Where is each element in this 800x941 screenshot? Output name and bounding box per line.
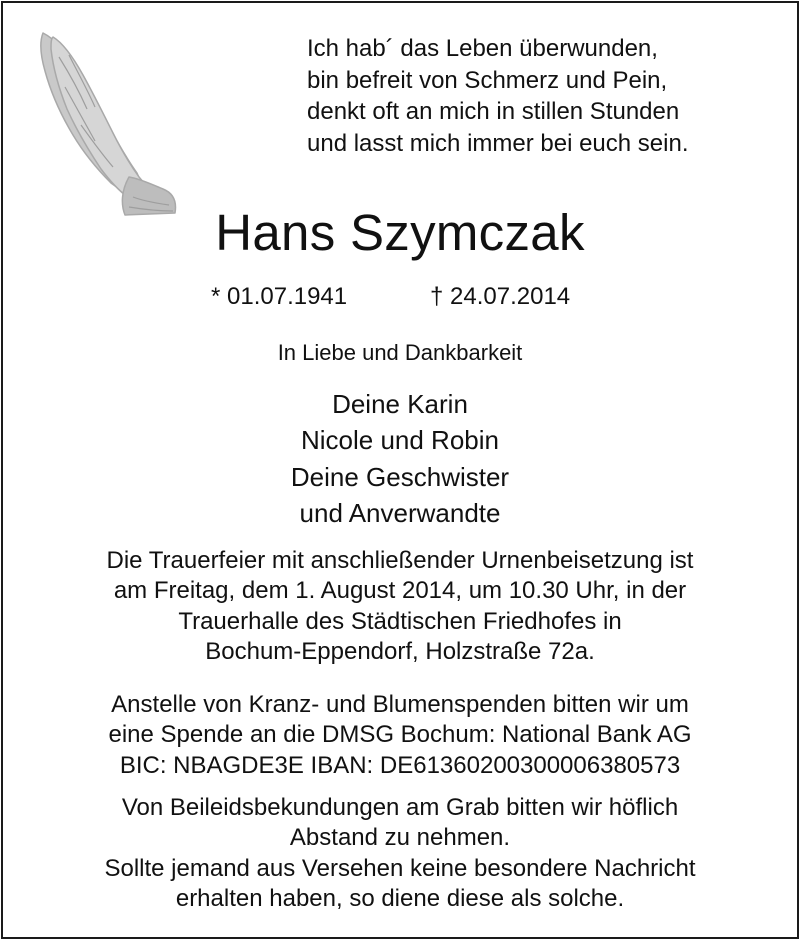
ceremony-line: Die Trauerfeier mit anschließender Urnenbeisetzung ist xyxy=(106,547,694,574)
ceremony-line: am Freitag, dem 1. August 2014, um 10.30 Uhr, in der xyxy=(113,577,687,605)
donation-line: BIC: NBAGDE3E IBAN: DE61360200300006380573 xyxy=(119,751,681,779)
mourners xyxy=(3,386,797,531)
poem-line: und lasst mich immer bei euch sein. xyxy=(307,129,689,157)
donation-info xyxy=(3,690,797,781)
ceremony-line: Trauerhalle des Städtischen Friedhofes in xyxy=(178,607,622,635)
poem xyxy=(307,33,689,159)
ceremony-line: Bochum-Eppendorf, Holzstraße 72a. xyxy=(205,637,595,665)
condolence-line: Abstand zu nehmen. xyxy=(289,824,511,852)
donation-line: Anstelle von Kranz- und Blumenspenden bitten wir um xyxy=(111,691,689,718)
poem-line: Ich hab´ das Leben überwunden, xyxy=(307,35,658,62)
condolence-line: Von Beileidsbekundungen am Grab bitten wir höflich xyxy=(121,794,679,821)
condolence-line: erhalten haben, so diene diese als solche. xyxy=(175,884,625,912)
mourner-line: und Anverwandte xyxy=(299,497,501,528)
dedication: In Liebe und Dankbarkeit xyxy=(277,340,523,365)
condolence-info xyxy=(3,793,797,914)
donation-line: eine Spende an die DMSG Bochum: National Bank AG xyxy=(108,721,692,749)
deceased-name: Hans Szymczak xyxy=(215,204,585,261)
mourner-line: Deine Geschwister xyxy=(290,461,510,492)
mourner-line: Nicole und Robin xyxy=(300,425,499,456)
poem-line: bin befreit von Schmerz und Pein, xyxy=(307,66,668,94)
birth-date: * 01.07.1941 xyxy=(211,283,348,310)
death-date: † 24.07.2014 xyxy=(430,283,571,310)
obituary-notice xyxy=(1,1,799,939)
praying-hands-icon xyxy=(29,27,179,217)
mourner-line: Deine Karin xyxy=(332,389,468,419)
ceremony-info xyxy=(3,546,797,667)
condolence-line: Sollte jemand aus Versehen keine besondere Nachricht xyxy=(104,854,696,882)
poem-line: denkt oft an mich in stillen Stunden xyxy=(307,98,680,125)
